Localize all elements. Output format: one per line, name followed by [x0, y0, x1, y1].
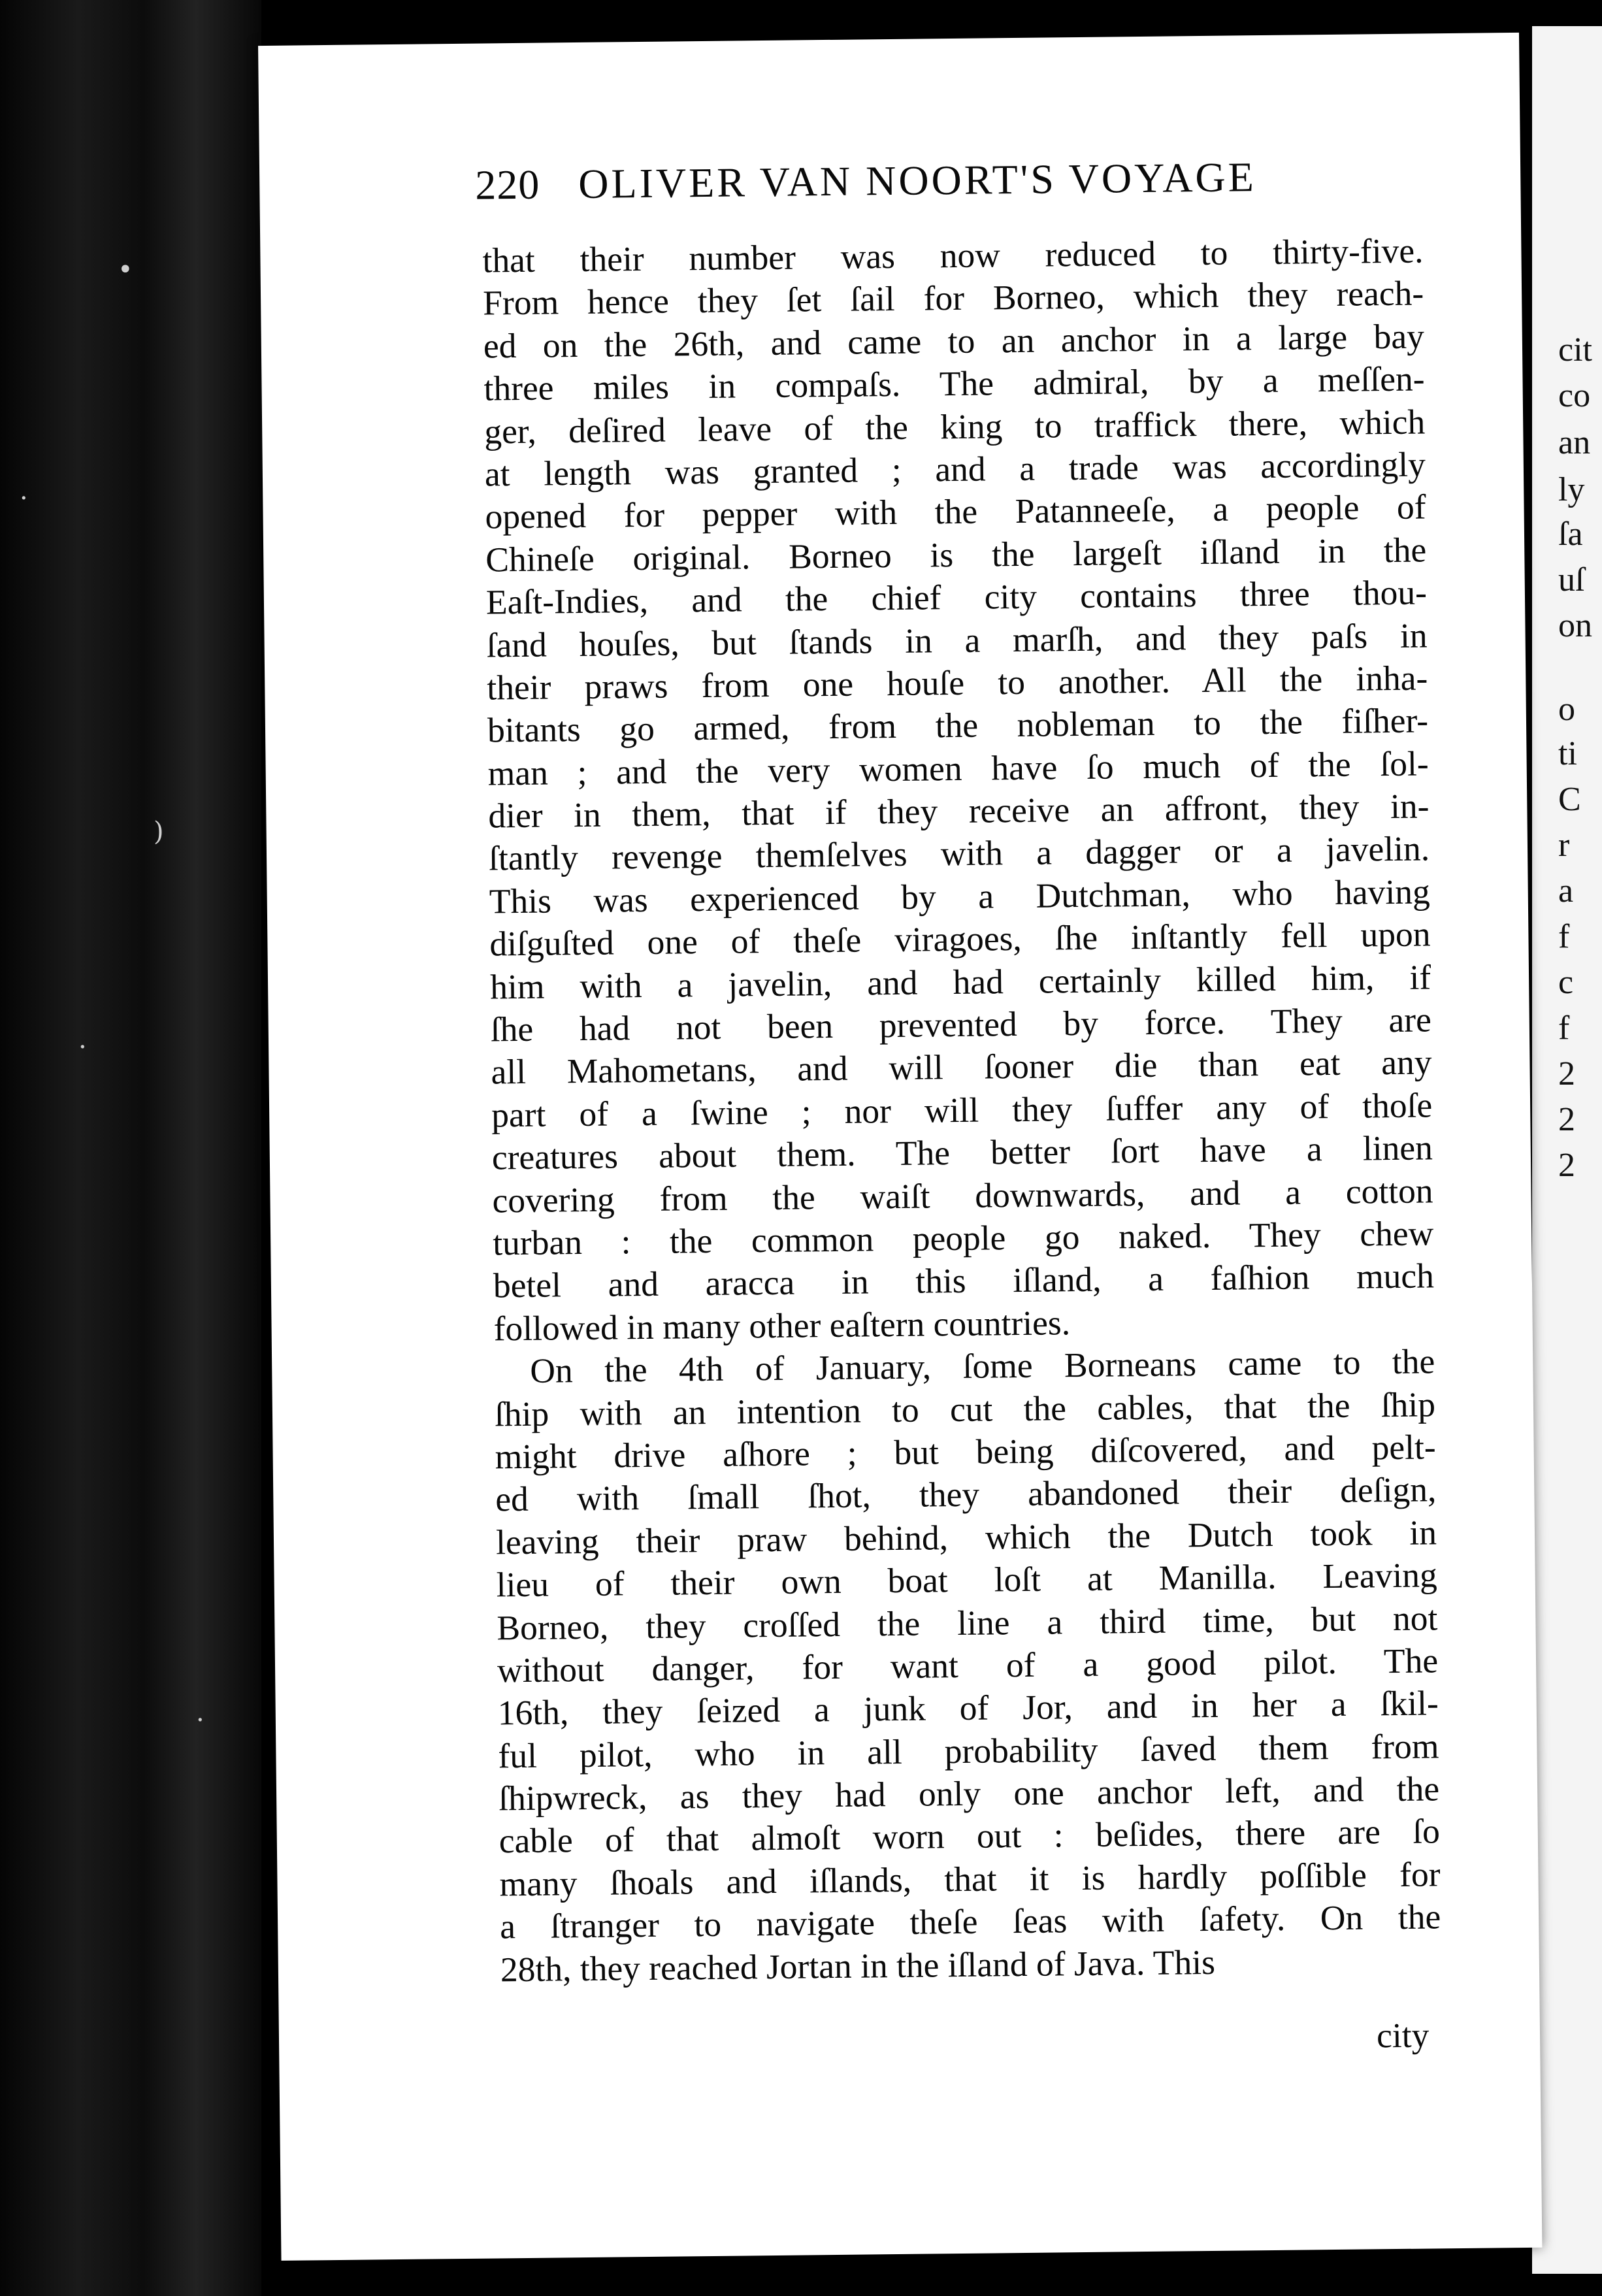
text-line: dier in them, that if they receive an affront, they in- — [488, 786, 1430, 836]
text-line: ſtantly revenge themſelves with a dagger or a javelin. — [488, 828, 1430, 878]
text-line: creatures about them. The better ſort have a linen — [491, 1128, 1433, 1177]
page-header — [475, 151, 1423, 209]
text-line: part of a ſwine ; nor will they ſuffer any of thoſe — [491, 1085, 1433, 1135]
text-line: three miles in compaſs. The admiral, by a meſſen- — [483, 359, 1425, 408]
text-line: ſhe had not been prevented by force. They are — [490, 1000, 1432, 1049]
text-line: at length was granted ; and a trade was accordingly — [484, 444, 1426, 494]
text-line: Eaſt-Indies, and the chief city contains three thou- — [485, 572, 1428, 622]
facing-page-fragment: an — [1558, 424, 1591, 461]
book-binding — [0, 0, 261, 2296]
text-line: that their number was now reduced to thirty-five. — [482, 231, 1424, 280]
text-line: ed on the 26th, and came to an anchor in a large bay — [483, 316, 1425, 366]
text-line: man ; and the very women have ſo much of the ſol- — [487, 744, 1429, 793]
text-line: many ſhoals and iſlands, that it is hardly poſſible for — [499, 1854, 1441, 1904]
facing-page-fragment: cit — [1558, 331, 1592, 369]
text-line: ſhip with an intention to cut the cables, that the ſhip — [494, 1384, 1436, 1434]
running-title: OLIVER VAN NOORT'S VOYAGE — [578, 154, 1257, 207]
text-line: their praws from one houſe to another. All the inha- — [487, 658, 1428, 708]
facing-page-fragment: uſ — [1558, 561, 1585, 599]
facing-page-fragment: 2 — [1558, 1147, 1575, 1184]
text-line: him with a javelin, and had certainly killed him, if — [489, 957, 1431, 1007]
text-line: betel and aracca in this iſland, a faſhion much — [493, 1256, 1435, 1305]
binding-speck: ) — [154, 817, 164, 847]
binding-speck: • — [118, 255, 133, 285]
text-line: ger, deſired leave of the king to traffick there, which — [483, 401, 1426, 451]
text-line: ful pilot, who in all probability ſaved them from — [498, 1726, 1439, 1776]
text-line: 16th, they ſeized a junk of Jor, and in her a ſkil- — [497, 1683, 1439, 1733]
text-line: diſguſted one of theſe viragoes, ſhe inſtantly fell upon — [489, 914, 1431, 964]
text-line: This was experienced by a Dutchman, who having — [489, 872, 1431, 921]
catchword: city — [1376, 2015, 1430, 2056]
binding-speck: · — [20, 484, 28, 514]
text-line: lieu of their own boat loſt at Manilla. Leaving — [496, 1555, 1437, 1605]
facing-page-fragment: f — [1558, 1009, 1570, 1047]
text-line: a ſtranger to navigate theſe ſeas with ſafety. On the — [499, 1897, 1441, 1946]
facing-page-fragment: r — [1558, 827, 1570, 864]
text-line: followed in many other eaſtern countries. — [493, 1302, 1071, 1349]
text-line: ed with ſmall ſhot, they abandoned their deſign, — [495, 1469, 1437, 1519]
facing-page-fragment: ti — [1558, 735, 1577, 772]
page-number: 220 — [474, 161, 540, 208]
text-line: On the 4th of January, ſome Borneans came to the — [529, 1341, 1435, 1391]
facing-page-fragment: co — [1558, 377, 1591, 414]
text-line: Chineſe original. Borneo is the largeſt iſland in the — [485, 530, 1427, 580]
text-line: cable of that almoſt worn out : beſides, there are ſo — [499, 1811, 1441, 1861]
text-line: might drive aſhore ; but being diſcovered, and pelt- — [495, 1427, 1436, 1477]
binding-speck: · — [78, 1032, 87, 1062]
facing-page-edge — [1532, 26, 1602, 2274]
facing-page-fragment: o — [1558, 691, 1575, 728]
text-line: 28th, they reached Jortan in the iſland of Java. This — [500, 1942, 1216, 1990]
facing-page-fragment: 2 — [1558, 1055, 1575, 1092]
binding-speck: · — [196, 1705, 204, 1735]
facing-page-fragment: ſa — [1558, 516, 1583, 553]
facing-page-fragment: on — [1558, 607, 1592, 644]
text-line: covering from the waiſt downwards, and a cotton — [492, 1170, 1433, 1221]
book-page — [258, 33, 1542, 2261]
text-line: all Mahometans, and will ſooner die than eat any — [491, 1042, 1432, 1092]
text-line: leaving their praw behind, which the Dutch took in — [495, 1513, 1437, 1562]
text-line: ſhipwreck, as they had only one anchor left, and the — [498, 1769, 1440, 1818]
facing-page-fragment: a — [1558, 872, 1574, 910]
text-line: without danger, for want of a good pilot. The — [497, 1641, 1439, 1690]
facing-page-fragment: c — [1558, 964, 1574, 1001]
text-line: opened for pepper with the Patanneeſe, a people of — [485, 487, 1426, 536]
facing-page-fragment: C — [1558, 781, 1581, 818]
text-line: bitants go armed, from the nobleman to the fiſher- — [487, 700, 1429, 750]
facing-page-fragment: f — [1558, 918, 1570, 955]
text-line: From hence they ſet ſail for Borneo, which they reach- — [482, 273, 1424, 323]
text-line: ſand houſes, but ſtands in a marſh, and they paſs in — [486, 615, 1428, 665]
facing-page-fragment: ly — [1558, 471, 1585, 508]
text-line: Borneo, they croſſed the line a third time, but not — [497, 1598, 1438, 1647]
facing-page-fragment: 2 — [1558, 1101, 1575, 1138]
body-text — [482, 229, 1441, 1991]
text-line: turban : the common people go naked. They chew — [492, 1213, 1434, 1263]
